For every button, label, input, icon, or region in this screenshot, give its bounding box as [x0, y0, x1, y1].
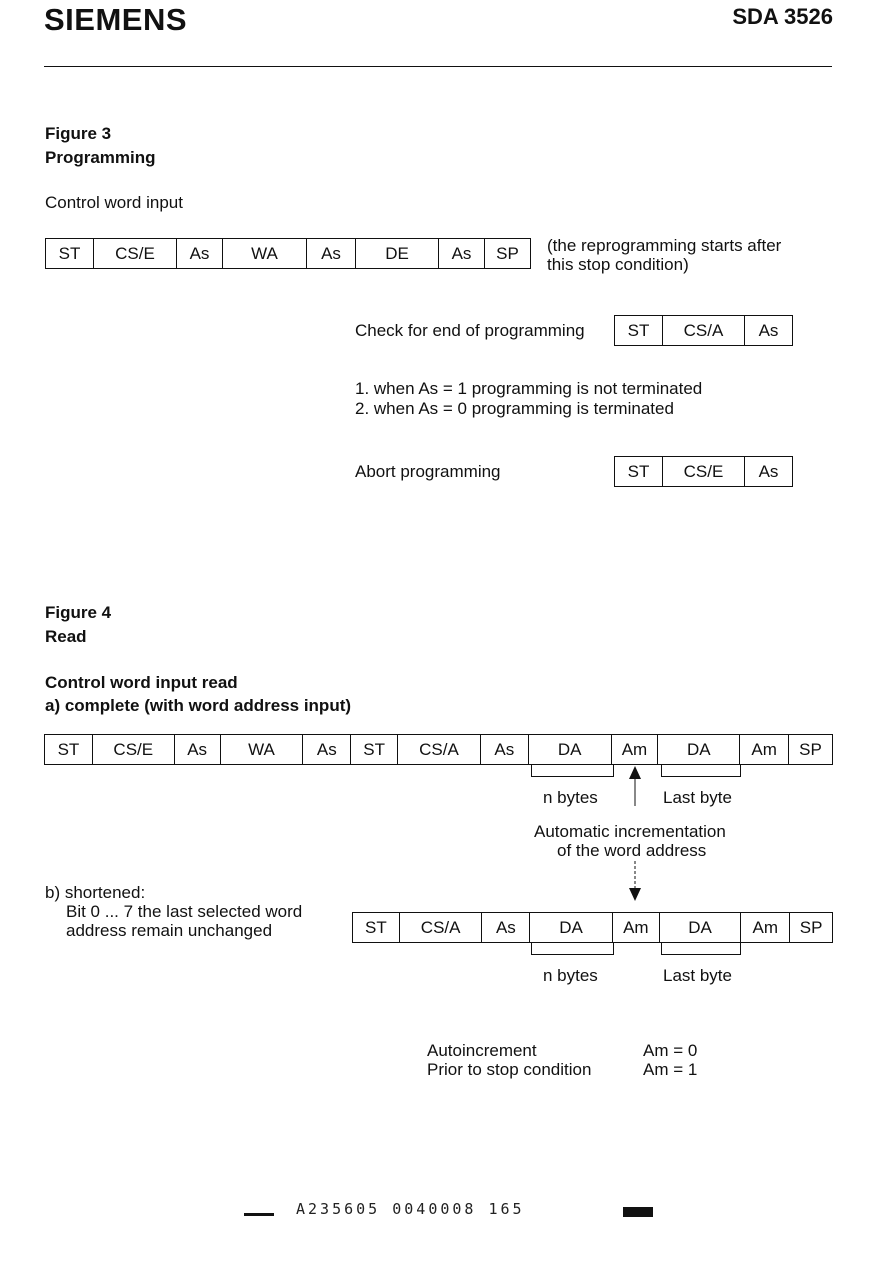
frame-cell: CS/A [400, 913, 483, 942]
complete-read-frame [44, 734, 833, 765]
figure3-title: Programming [45, 148, 156, 167]
frame-cell: WA [223, 239, 307, 268]
n-bytes-bracket-b [531, 943, 614, 955]
frame-cell: Am [612, 735, 659, 764]
frame-cell: CS/A [663, 316, 745, 345]
n-bytes-label-b: n bytes [543, 966, 598, 985]
frame-cell: CS/E [663, 457, 745, 486]
programming-frame [45, 238, 531, 269]
last-byte-label: Last byte [663, 788, 732, 807]
frame-cell: DE [356, 239, 439, 268]
down-arrow-icon [628, 861, 642, 901]
auto-incr-line2: of the word address [557, 841, 707, 860]
shortened-line3: address remain unchanged [66, 921, 273, 940]
frame-cell: As [758, 461, 779, 481]
brand-logo: SIEMENS [44, 2, 188, 37]
frame-cell: As [175, 735, 221, 764]
frame-cell: As [307, 239, 356, 268]
frame-cell: ST [615, 457, 663, 486]
frame-cell: CS/A [398, 735, 481, 764]
frame-cell: ST [351, 735, 398, 764]
frame-cell: SP [496, 243, 519, 263]
note-line1: (the reprogramming starts after [547, 236, 782, 255]
rule-line1: 1. when As = 1 programming is not terminated [355, 379, 703, 398]
frame-cell: DA [658, 735, 740, 764]
frame-cell: As [303, 735, 351, 764]
legend-value: Am = 1 [643, 1060, 698, 1079]
frame-cell: Am [741, 913, 790, 942]
scan-code: A235605 0040008 165 [296, 1200, 525, 1218]
shortened-line1: b) shortened: [45, 883, 146, 902]
n-bytes-label: n bytes [543, 788, 598, 807]
last-byte-bracket-b [661, 943, 741, 955]
figure3-subtitle: Control word input [45, 193, 183, 212]
frame-cell: SP [799, 917, 823, 937]
shortened-line2: Bit 0 ... 7 the last selected word [66, 902, 303, 921]
figure4-label: Figure 4 [45, 603, 112, 622]
frame-cell: DA [529, 735, 612, 764]
frame-cell: ST [353, 913, 400, 942]
note-line2: this stop condition) [547, 255, 689, 274]
frame-cell: DA [660, 913, 742, 942]
figure4-title: Read [45, 627, 87, 646]
abort-frame [614, 456, 793, 487]
rule-line2: 2. when As = 0 programming is terminated [355, 399, 674, 418]
frame-cell: CS/E [93, 735, 175, 764]
frame-cell: As [758, 320, 779, 340]
frame-cell: As [439, 239, 485, 268]
frame-cell: SP [799, 739, 822, 759]
frame-cell: As [482, 913, 530, 942]
frame-cell: As [481, 735, 529, 764]
frame-cell: Am [613, 913, 660, 942]
abort-label: Abort programming [355, 462, 501, 481]
check-end-frame [614, 315, 793, 346]
footer-bar-right [623, 1207, 653, 1217]
legend-value: Am = 0 [643, 1041, 698, 1060]
header-rule [44, 66, 832, 67]
n-bytes-bracket [531, 765, 614, 777]
complete-heading: a) complete (with word address input) [45, 696, 352, 715]
frame-cell: DA [530, 913, 613, 942]
shortened-read-frame [352, 912, 833, 943]
last-byte-bracket [661, 765, 741, 777]
legend-label: Prior to stop condition [427, 1060, 592, 1079]
frame-cell: ST [615, 316, 663, 345]
frame-cell: Am [740, 735, 789, 764]
check-end-label: Check for end of programming [355, 321, 585, 340]
frame-cell: CS/E [94, 239, 177, 268]
legend-label: Autoincrement [427, 1041, 537, 1060]
up-arrow-icon [628, 766, 642, 806]
part-number: SDA 3526 [732, 4, 833, 29]
frame-cell: As [177, 239, 223, 268]
last-byte-label-b: Last byte [663, 966, 732, 985]
frame-cell: WA [221, 735, 304, 764]
footer-bar-left [244, 1213, 274, 1216]
frame-cell: ST [45, 735, 93, 764]
read-heading: Control word input read [45, 673, 238, 692]
frame-cell: ST [46, 239, 94, 268]
auto-incr-line1: Automatic incrementation [534, 822, 726, 841]
figure3-label: Figure 3 [45, 124, 112, 143]
